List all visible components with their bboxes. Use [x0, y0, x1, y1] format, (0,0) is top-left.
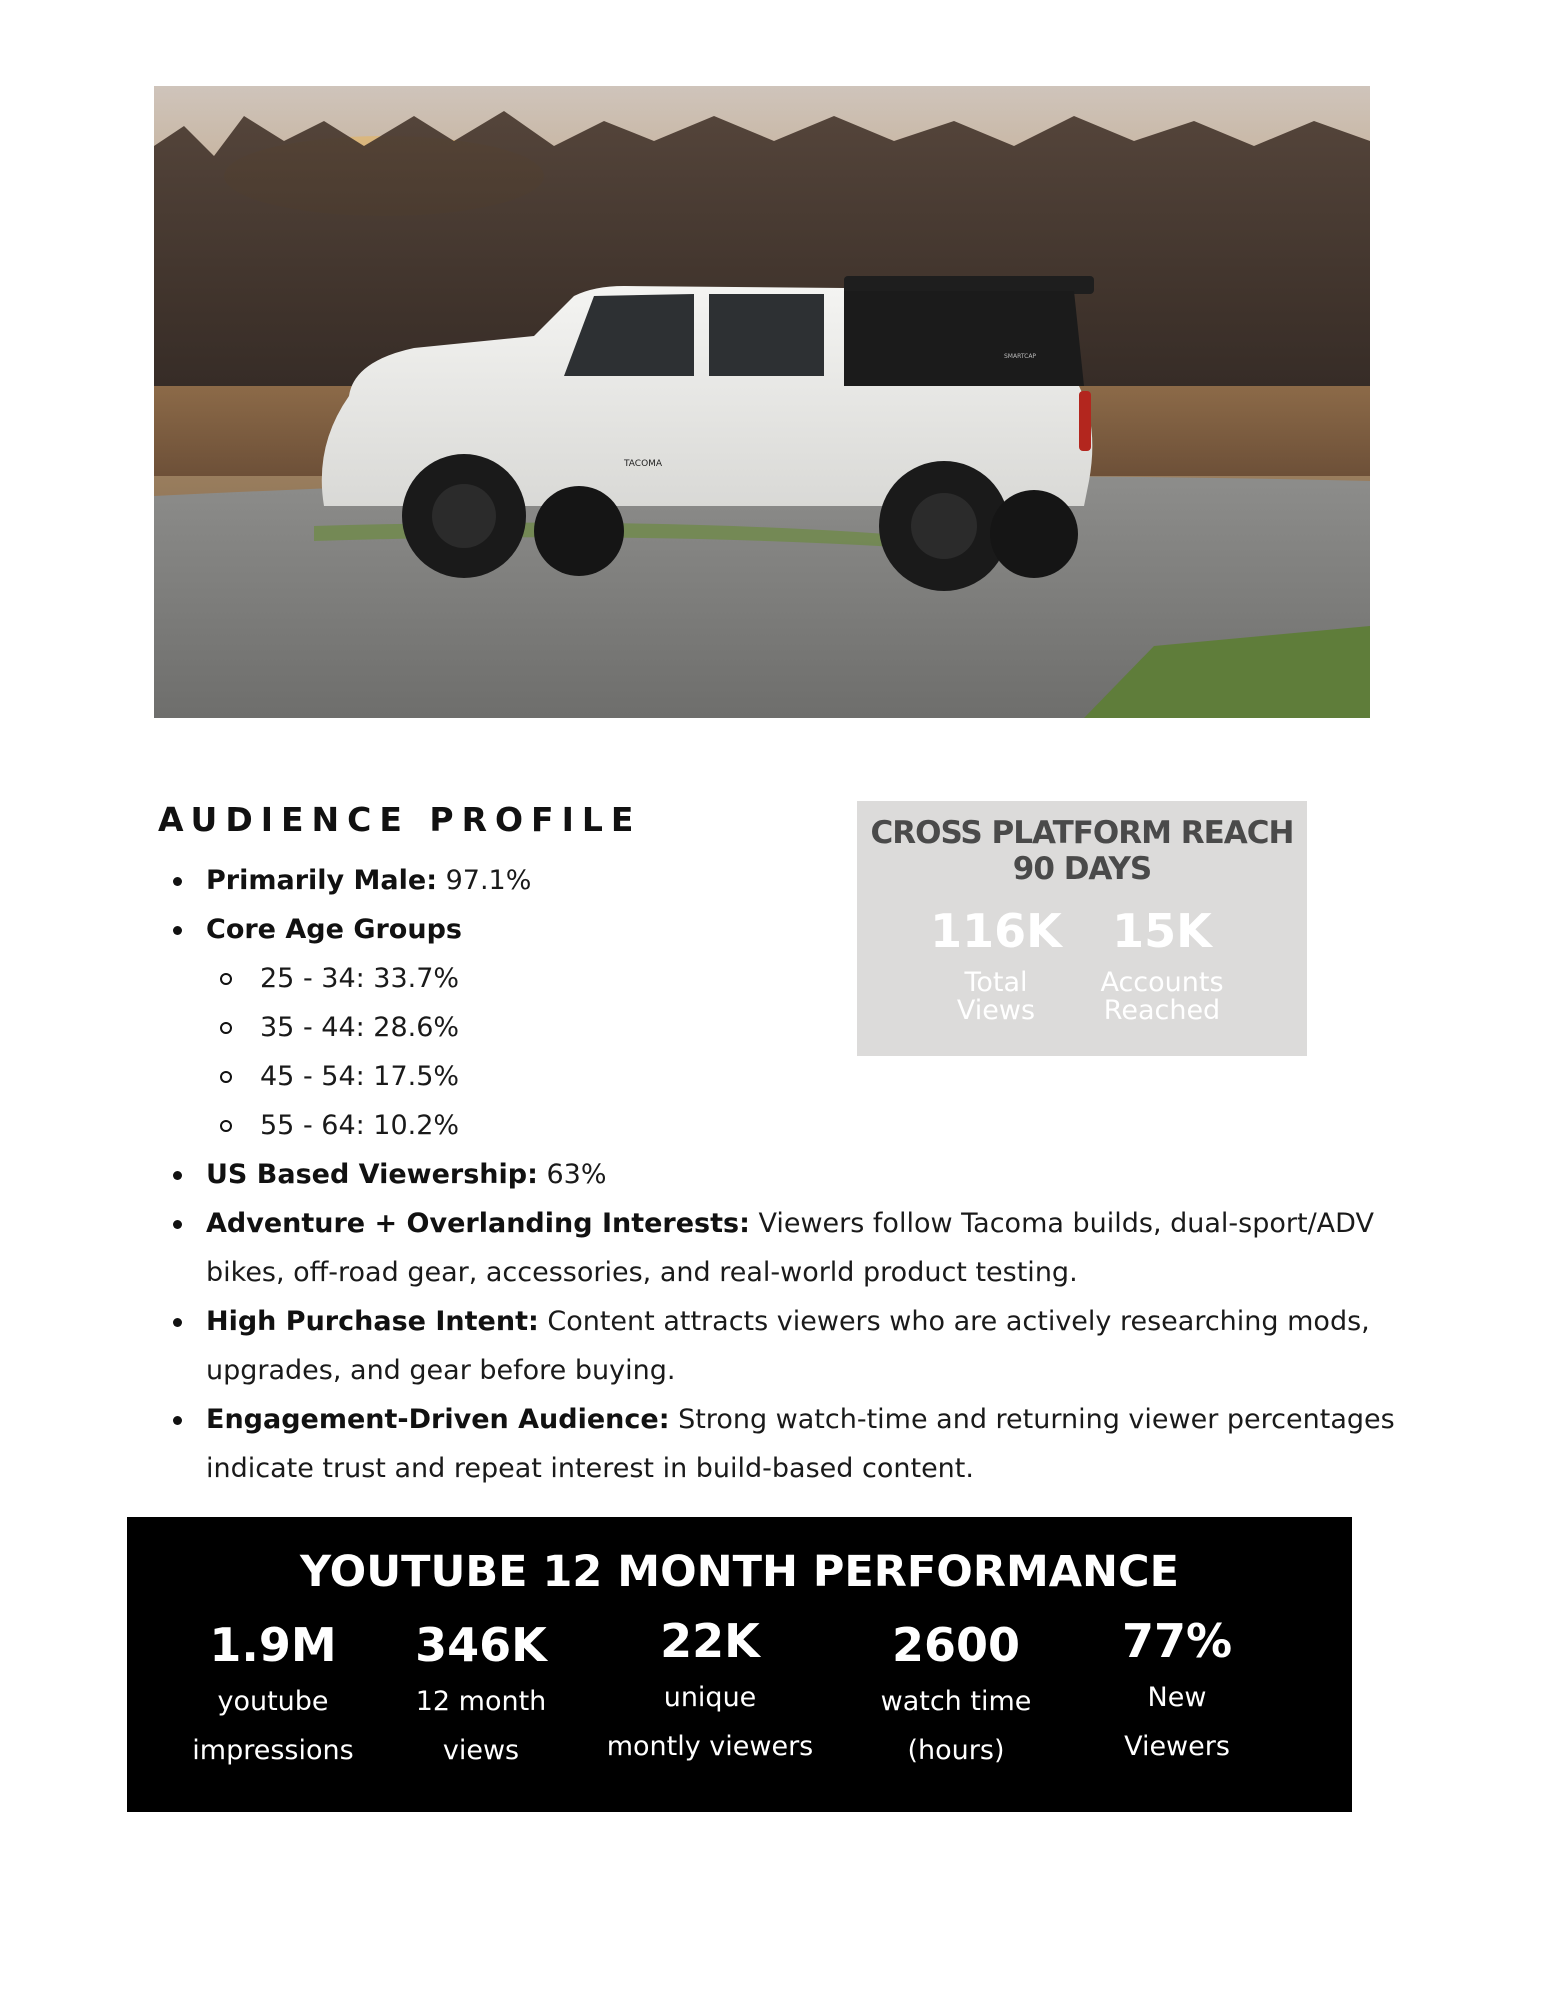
yt-stat-label — [366, 1677, 596, 1775]
age-group-item: 35 - 44: 28.6% — [206, 1003, 1458, 1052]
hero-photo — [154, 86, 1370, 718]
cross-platform-stats — [857, 901, 1307, 1041]
yt-stat-label-line1: 12 month — [415, 1686, 547, 1717]
audience-profile-title: AUDIENCE PROFILE — [158, 800, 642, 839]
age-group-item: 25 - 34: 33.7% — [206, 954, 1458, 1003]
yt-stat-label-line1: youtube — [217, 1686, 329, 1717]
reach-stat-value: 15K — [1112, 904, 1212, 958]
yt-stat-impressions — [158, 1615, 388, 1775]
yt-stat-value: 2600 — [891, 1618, 1021, 1672]
yt-stat-label-line1: New — [1147, 1682, 1207, 1713]
yt-stat-label — [1062, 1673, 1292, 1771]
yt-stat-unique-viewers — [595, 1611, 825, 1771]
list-item-us-viewership — [158, 1150, 1458, 1199]
yt-stat-value: 77% — [1121, 1614, 1233, 1668]
yt-stat-label-line2: montly viewers — [606, 1731, 814, 1762]
cross-platform-title-line2: 90 DAYS — [1012, 851, 1152, 887]
age-group-item: 55 - 64: 10.2% — [206, 1101, 1458, 1150]
adventure-text: Viewers follow Tacoma builds, dual-sport/ADV bikes, off-road gear, accessories, and real-world product testing. — [206, 1208, 1374, 1288]
cross-platform-title — [857, 815, 1307, 887]
reach-stat-label-line1: Accounts — [1100, 967, 1224, 998]
reach-stat-value: 116K — [930, 904, 1062, 958]
yt-stat-label-line2: views — [442, 1735, 520, 1766]
yt-stat-label-line1: watch time — [880, 1686, 1032, 1717]
intent-text: Content attracts viewers who are actively researching mods, upgrades, and gear before buying. — [206, 1306, 1370, 1386]
reach-stat-label — [1082, 969, 1242, 1025]
yt-stat-label-line2: (hours) — [907, 1735, 1005, 1766]
list-item-engagement — [158, 1395, 1458, 1493]
list-item-adventure — [158, 1199, 1458, 1297]
reach-stat-label — [916, 969, 1076, 1025]
yt-stat-label-line2: impressions — [192, 1735, 354, 1766]
engagement-text: Strong watch-time and returning viewer percentages indicate trust and repeat interest in build-based content. — [206, 1404, 1395, 1484]
cross-platform-reach-card — [857, 801, 1307, 1056]
reach-stat-label-line2: Views — [956, 995, 1036, 1026]
male-value: 97.1% — [437, 865, 532, 896]
age-group-item: 45 - 54: 17.5% — [206, 1052, 1458, 1101]
yt-stat-value: 346K — [415, 1618, 547, 1672]
reach-stat-accounts-reached — [1082, 901, 1242, 1025]
male-label: Primarily Male: — [206, 865, 437, 896]
truck-photo-image — [154, 86, 1370, 718]
cap-badge-text: SMARTCAP — [1004, 353, 1037, 360]
reach-stat-label-line2: Reached — [1103, 995, 1221, 1026]
intent-label: High Purchase Intent: — [206, 1306, 539, 1337]
youtube-performance-title: YOUTUBE 12 MONTH PERFORMANCE — [300, 1547, 1179, 1597]
cross-platform-title-line1: CROSS PLATFORM REACH — [870, 815, 1294, 851]
yt-stat-label-line2: Viewers — [1124, 1731, 1230, 1762]
yt-stat-watch-time — [841, 1615, 1071, 1775]
list-item-purchase-intent — [158, 1297, 1458, 1395]
engagement-label: Engagement-Driven Audience: — [206, 1404, 670, 1435]
us-label: US Based Viewership: — [206, 1159, 538, 1190]
yt-stat-label — [158, 1677, 388, 1775]
yt-stat-label-line1: unique — [663, 1682, 757, 1713]
yt-stat-new-viewers — [1062, 1611, 1292, 1771]
age-groups-label: Core Age Groups — [206, 914, 462, 945]
reach-stat-total-views — [916, 901, 1076, 1025]
adventure-label: Adventure + Overlanding Interests: — [206, 1208, 750, 1239]
yt-stat-label — [841, 1677, 1071, 1775]
truck-badge-text: TACOMA — [624, 459, 663, 469]
yt-stat-value: 1.9M — [209, 1618, 337, 1672]
yt-stat-value: 22K — [660, 1614, 760, 1668]
youtube-performance-card — [127, 1517, 1352, 1812]
reach-stat-label-line1: Total — [964, 967, 1028, 998]
yt-stat-label — [595, 1673, 825, 1771]
us-value: 63% — [537, 1159, 607, 1190]
yt-stat-views — [366, 1615, 596, 1775]
